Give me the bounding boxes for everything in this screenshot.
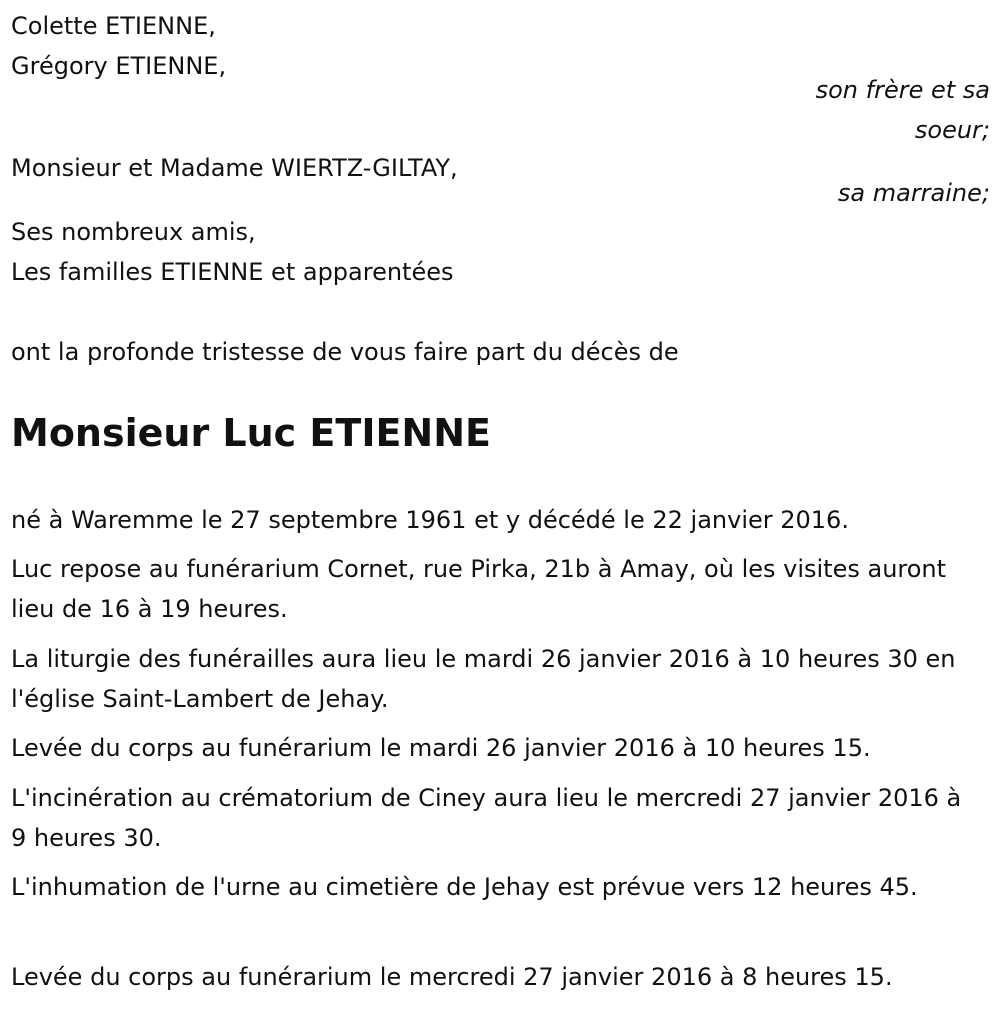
detail-funerarium-visits: Luc repose au funérarium Cornet, rue Pirka, 21b à Amay, où les visites auront lieu de 16 à 19 heures. [11,555,947,623]
relation-sibling-line1: son frère et sa [815,76,990,104]
family-line-colette: Colette ETIENNE, [11,12,216,40]
family-line-gregory: Grégory ETIENNE, [11,52,227,80]
detail-levee-wednesday: Levée du corps au funérarium le mercredi 27 janvier 2016 à 8 heures 15. [11,963,893,991]
detail-birth-death: né à Waremme le 27 septembre 1961 et y décédé le 22 janvier 2016. [11,506,849,534]
detail-urn-burial: L'inhumation de l'urne au cimetière de Jehay est prévue vers 12 heures 45. [11,873,918,901]
family-line-friends: Ses nombreux amis, [11,218,256,246]
announcement-text: ont la profonde tristesse de vous faire part du décès de [11,338,679,366]
detail-levee-tuesday: Levée du corps au funérarium le mardi 26 janvier 2016 à 10 heures 15. [11,734,871,762]
relation-sibling-line2: soeur; [914,116,990,144]
detail-incineration: L'incinération au crématorium de Ciney aura lieu le mercredi 27 janvier 2016 à 9 heures 30. [11,784,962,852]
family-line-wiertz: Monsieur et Madame WIERTZ-GILTAY, [11,154,458,182]
relation-godmother: sa marraine; [837,179,990,207]
deceased-name: Monsieur Luc ETIENNE [11,411,491,455]
family-line-families: Les familles ETIENNE et apparentées [11,258,454,286]
detail-liturgy: La liturgie des funérailles aura lieu le mardi 26 janvier 2016 à 10 heures 30 en l'église Saint-Lambert de Jehay. [11,645,956,713]
